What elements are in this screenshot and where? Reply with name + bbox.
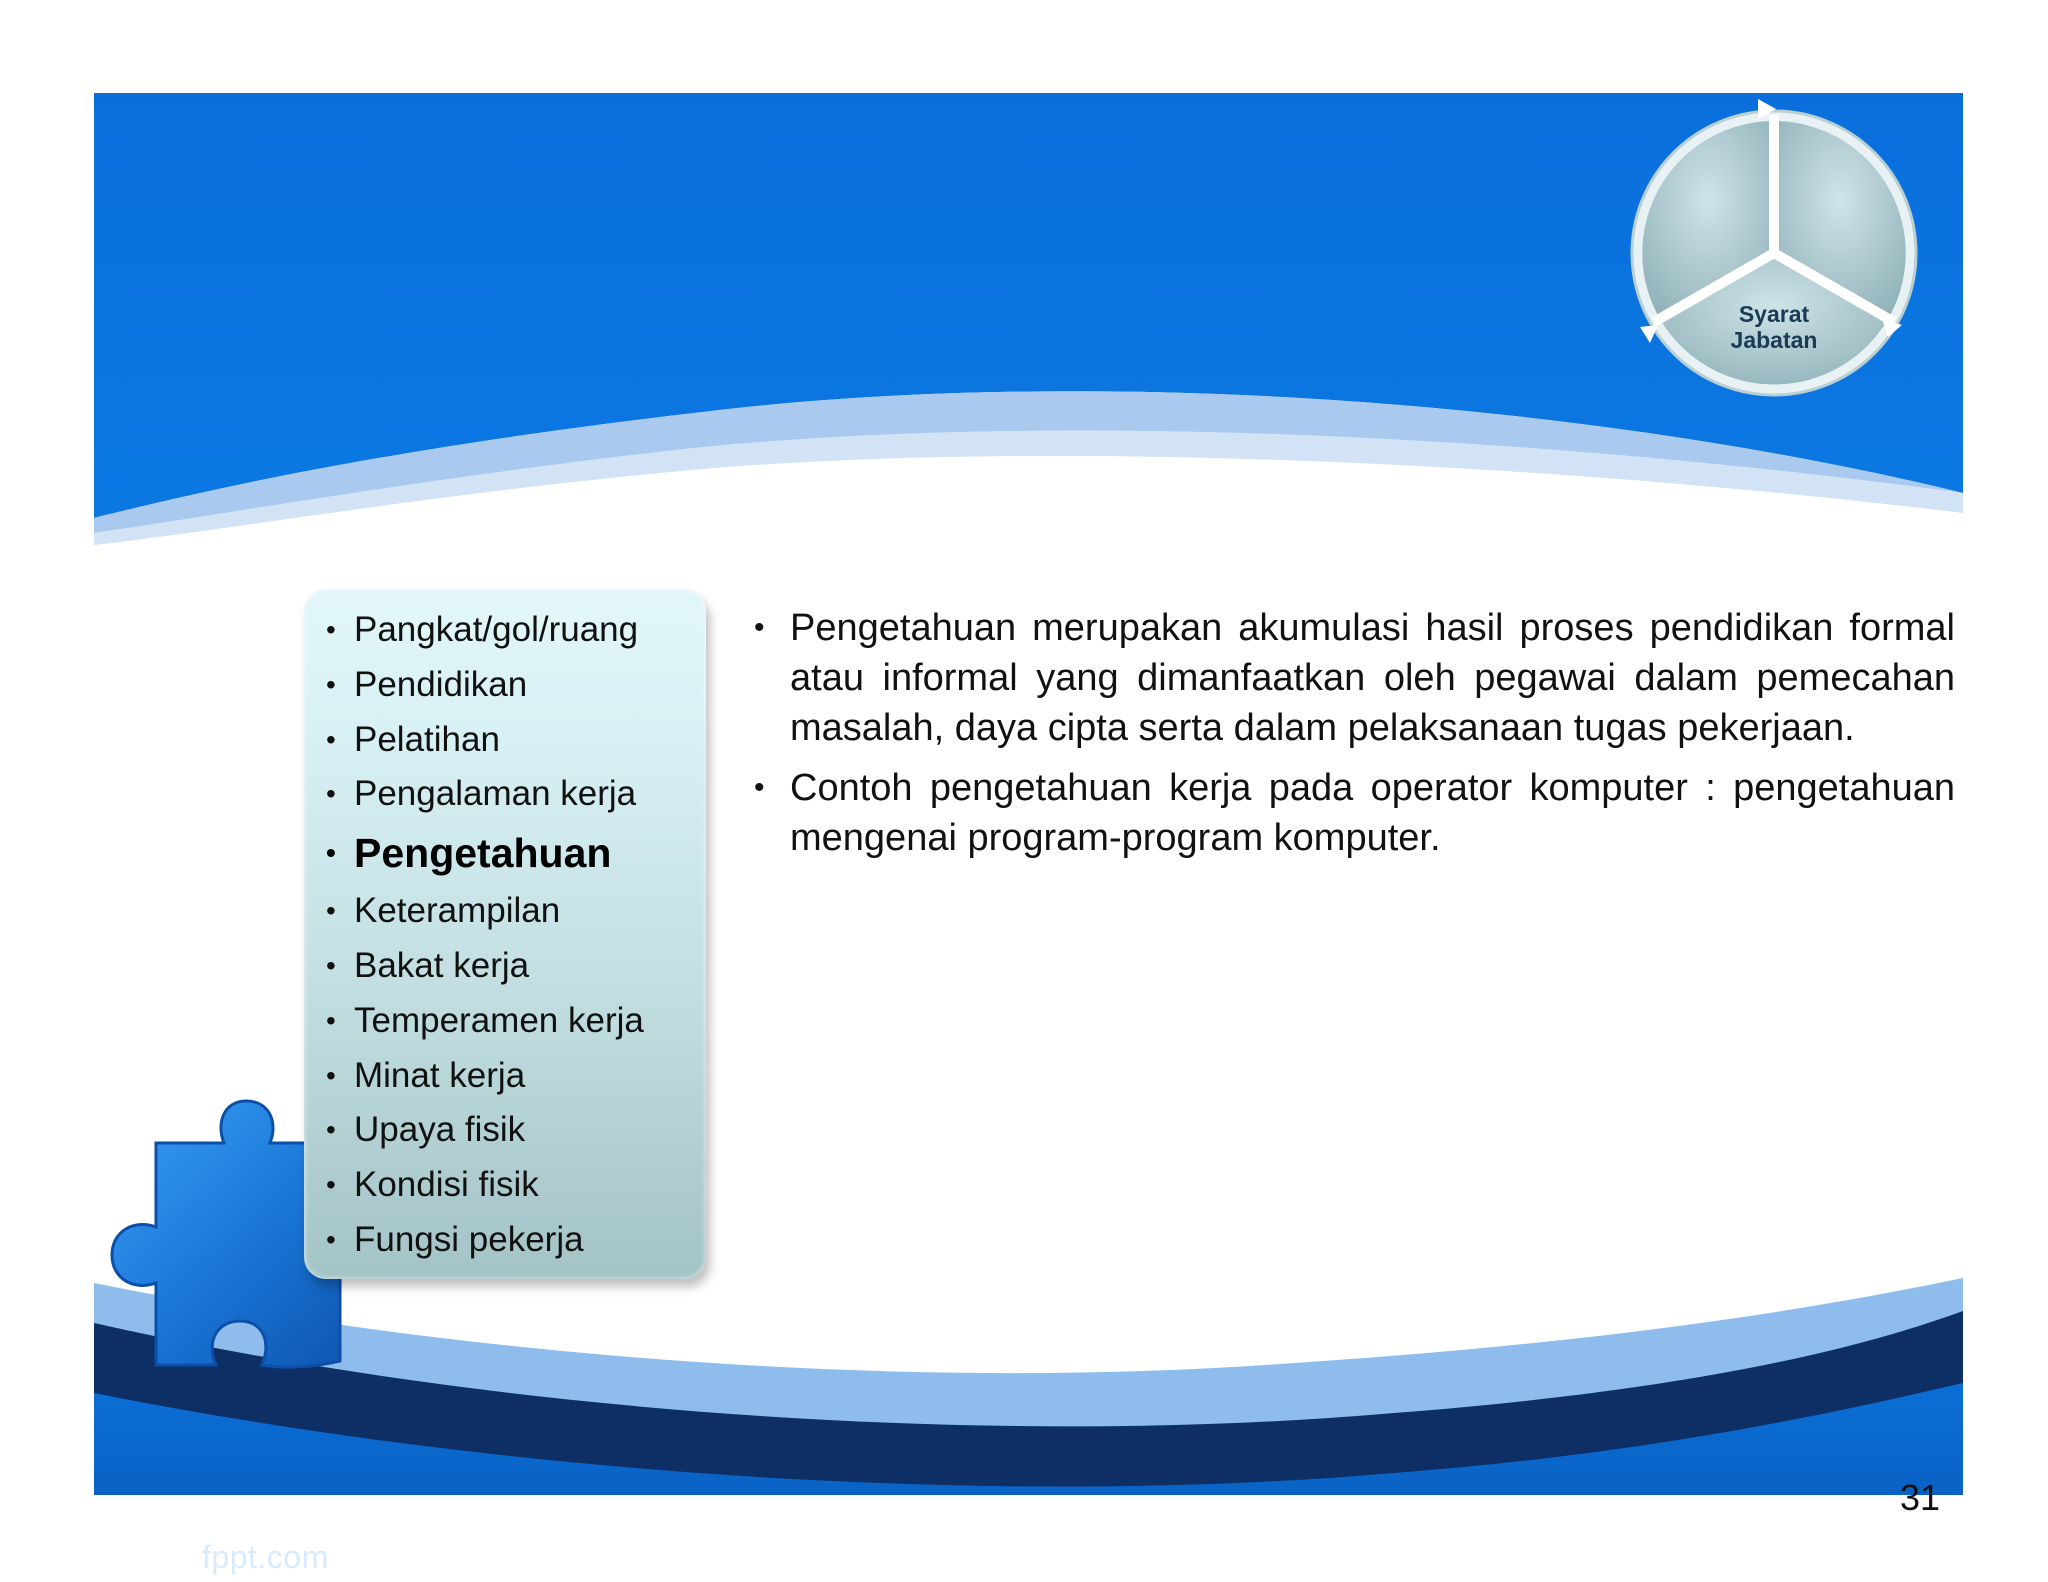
requirement-item — [324, 1213, 706, 1268]
content-bullets — [750, 603, 1955, 863]
bullet-dot: • — [326, 778, 336, 810]
requirement-label: Upaya fisik — [354, 1110, 526, 1150]
cycle-label-line1: Syarat — [1738, 301, 1810, 327]
bullet-dot: • — [326, 1169, 336, 1201]
requirement-label: Kondisi fisik — [354, 1165, 539, 1205]
requirement-item — [324, 603, 706, 658]
bullet-dot: • — [754, 771, 765, 804]
requirement-label: Pengetahuan — [354, 830, 612, 877]
requirement-item — [324, 1103, 706, 1158]
requirement-label: Keterampilan — [354, 891, 561, 931]
requirement-item-active — [324, 822, 706, 884]
page-number: 31 — [1900, 1477, 1941, 1518]
requirement-label: Pelatihan — [354, 719, 500, 759]
bullet-dot: • — [326, 1059, 336, 1091]
cycle-arrow-left — [1640, 325, 1658, 343]
requirement-label: Pendidikan — [354, 664, 528, 704]
bullet-dot: • — [326, 668, 336, 700]
bullet-dot: • — [326, 949, 336, 981]
bullet-dot: • — [326, 1004, 336, 1036]
requirement-item — [324, 1158, 706, 1213]
cycle-label-line2: Jabatan — [1730, 327, 1818, 353]
bullet-dot: • — [326, 1223, 336, 1255]
content-bullet — [750, 763, 1955, 863]
cycle-diagram — [1626, 93, 1922, 401]
requirement-item — [324, 658, 706, 713]
requirements-panel — [304, 589, 706, 1279]
requirement-label: Pangkat/gol/ruang — [354, 610, 639, 649]
content-bullet-text: Contoh pengetahuan kerja pada operator komputer : pengetahuan mengenai program-program komputer. — [790, 767, 1955, 859]
requirement-label: Temperamen kerja — [354, 1000, 644, 1040]
requirement-label: Fungsi pekerja — [354, 1219, 584, 1259]
content-bullet-text: Pengetahuan merupakan akumulasi hasil proses pendidikan formal atau informal yang dimanfaatkan oleh pegawai dalam pemecahan masalah, daya cipta serta dalam pelaksanaan tugas pekerjaan. — [790, 607, 1955, 749]
requirement-label: Pengalaman kerja — [354, 774, 637, 814]
content-area — [750, 603, 1955, 873]
requirements-list — [304, 589, 706, 1268]
requirement-label: Bakat kerja — [354, 945, 530, 985]
brand-watermark: fppt.com — [202, 1539, 329, 1575]
cycle-diagram-graphic — [1626, 93, 1922, 401]
bullet-dot: • — [326, 723, 336, 755]
bullet-dot: • — [326, 895, 336, 927]
bullet-dot: • — [326, 1114, 336, 1146]
cycle-label — [1714, 301, 1834, 353]
requirement-item — [324, 994, 706, 1049]
requirement-label: Minat kerja — [354, 1055, 526, 1095]
requirement-item — [324, 939, 706, 994]
requirement-item — [324, 713, 706, 768]
bullet-dot: • — [326, 614, 336, 645]
requirement-item — [324, 1049, 706, 1104]
requirement-item — [324, 767, 706, 822]
content-bullet — [750, 603, 1955, 753]
bullet-dot: • — [326, 837, 336, 869]
bullet-dot: • — [754, 611, 765, 644]
requirement-item — [324, 884, 706, 939]
